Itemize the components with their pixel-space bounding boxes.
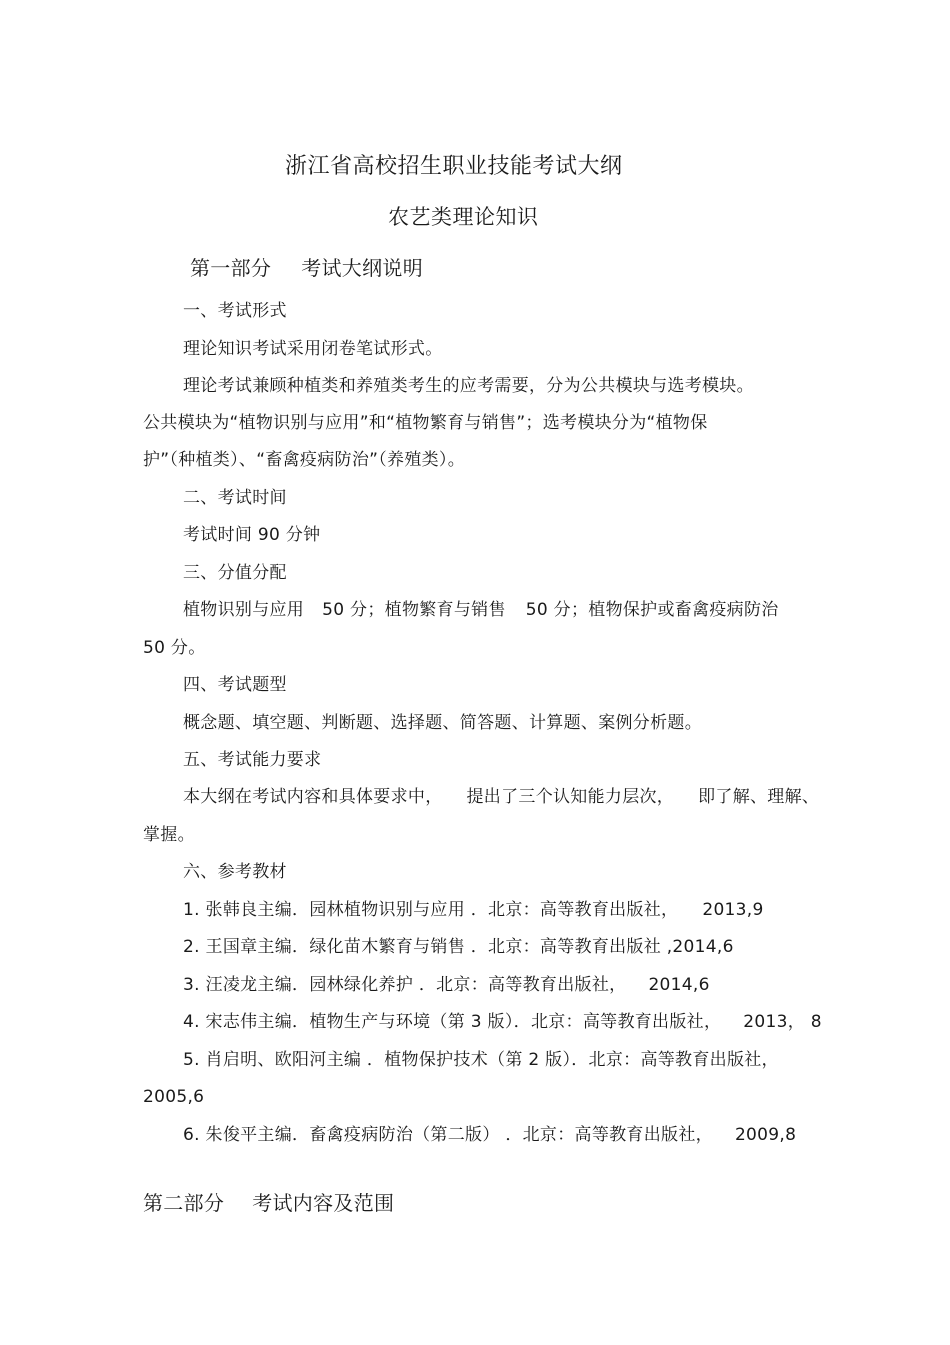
section5-heading: 五、考试能力要求 bbox=[183, 750, 322, 770]
part2-heading bbox=[143, 1189, 394, 1217]
section3-paragraph-line1 bbox=[183, 598, 779, 622]
section4-heading: 四、考试题型 bbox=[183, 675, 287, 695]
reference-text: 2. 王国章主编．绿化苗木繁育与销售 ．北京：高等教育出版社 ,2014,6 bbox=[183, 937, 734, 957]
reference-item bbox=[183, 1123, 796, 1147]
reference-item bbox=[183, 1010, 822, 1034]
reference-date: 2013,9 bbox=[702, 900, 764, 920]
section2-paragraph: 考试时间 90 分钟 bbox=[183, 525, 321, 545]
reference-item bbox=[183, 898, 764, 922]
reference-text: 6. 朱俊平主编．畜禽疫病防治（第二版） ．北京：高等教育出版社， bbox=[183, 1125, 713, 1145]
score-plant-breed: 50 分；植物繁育与销售 bbox=[322, 600, 506, 620]
reference-date: 2014,6 bbox=[648, 975, 710, 995]
part2-label: 第二部分 bbox=[143, 1191, 225, 1215]
reference-date: 2013， 8 bbox=[743, 1012, 822, 1032]
reference-text: 4. 宋志伟主编．植物生产与环境（第 3 版）．北京：高等教育出版社， bbox=[183, 1012, 722, 1032]
part1-label: 第一部分 bbox=[190, 256, 272, 280]
ability-text-c: 即了解、理解、 bbox=[698, 787, 820, 807]
part1-heading bbox=[190, 254, 423, 282]
section1-paragraph2-line1: 理论考试兼顾种植类和养殖类考生的应考需要，分为公共模块与选考模块。 bbox=[183, 376, 754, 396]
section6-heading: 六、参考教材 bbox=[183, 862, 287, 882]
ability-text-a: 本大纲在考试内容和具体要求中， bbox=[183, 787, 443, 807]
reference-text: 3. 汪凌龙主编．园林绿化养护 ．北京：高等教育出版社， bbox=[183, 975, 627, 995]
reference-text: 5. 肖启明、欧阳河主编 ．植物保护技术（第 2 版）．北京：高等教育出版社， bbox=[183, 1050, 779, 1070]
score-elective: 50 分；植物保护或畜禽疫病防治 bbox=[525, 600, 779, 620]
reference-date: 2009,8 bbox=[734, 1125, 797, 1145]
section3-heading: 三、分值分配 bbox=[183, 563, 287, 583]
reference-item-continuation: 2005,6 bbox=[143, 1087, 205, 1107]
section5-paragraph-line1 bbox=[183, 785, 819, 809]
reference-item bbox=[183, 973, 710, 997]
document-subtitle: 农艺类理论知识 bbox=[388, 205, 539, 229]
section1-heading: 一、考试形式 bbox=[183, 301, 287, 321]
section1-paragraph1: 理论知识考试采用闭卷笔试形式。 bbox=[183, 339, 443, 359]
reference-item bbox=[183, 1048, 779, 1072]
section1-paragraph2-line2: 公共模块为“植物识别与应用”和“植物繁育与销售”；选考模块分为“植物保 bbox=[143, 413, 708, 433]
section2-heading: 二、考试时间 bbox=[183, 488, 287, 508]
section1-paragraph2-line3: 护”（种植类）、“畜禽疫病防治”（养殖类）。 bbox=[143, 450, 466, 470]
ability-text-b: 提出了三个认知能力层次， bbox=[466, 787, 675, 807]
part1-name: 考试大纲说明 bbox=[301, 256, 424, 280]
document-title: 浙江省高校招生职业技能考试大纲 bbox=[285, 154, 623, 179]
score-plant-id: 植物识别与应用 bbox=[183, 600, 305, 620]
section4-paragraph: 概念题、填空题、判断题、选择题、简答题、计算题、案例分析题。 bbox=[183, 713, 702, 733]
reference-item bbox=[183, 935, 734, 959]
section5-paragraph-line2: 掌握。 bbox=[143, 825, 195, 845]
reference-text: 1. 张韩良主编．园林植物识别与应用 ．北京：高等教育出版社， bbox=[183, 900, 679, 920]
section3-paragraph-line2: 50 分。 bbox=[143, 638, 206, 658]
part2-name: 考试内容及范围 bbox=[252, 1191, 395, 1215]
